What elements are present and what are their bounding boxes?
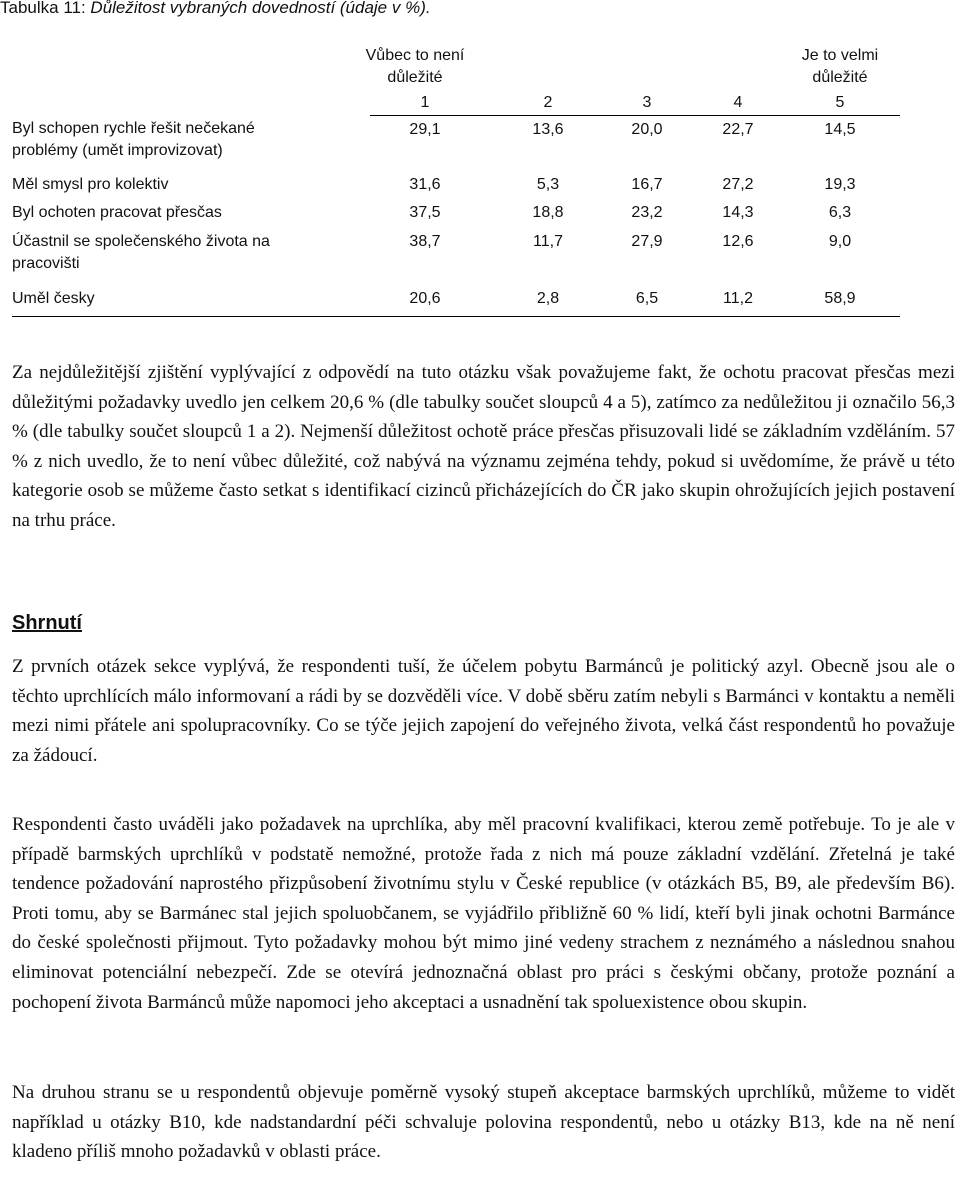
table-cell: 29,1 (409, 121, 441, 138)
row-label-line: pracovišti (12, 255, 80, 272)
table-cell: 27,9 (631, 233, 663, 250)
column-header-5: 5 (835, 94, 845, 111)
row-label (12, 202, 222, 224)
row-label-line: Byl ochoten pracovat přesčas (12, 204, 222, 221)
caption-prefix: Tabulka 11: (0, 0, 91, 17)
scale-high-label-line2: důležité (812, 69, 868, 86)
table-cell: 58,9 (824, 290, 856, 307)
row-label (12, 118, 255, 162)
table-cell: 18,8 (532, 204, 564, 221)
scale-low-label (345, 45, 485, 89)
scale-low-label-line1: Vůbec to není (365, 47, 465, 64)
table-cell: 20,0 (631, 121, 663, 138)
scale-low-label-line2: důležité (387, 69, 443, 86)
table-cell: 5,3 (536, 176, 560, 193)
scale-high-label-line1: Je to velmi (801, 47, 879, 64)
row-label-line: Měl smysl pro kolektiv (12, 176, 169, 193)
header-rule (370, 115, 900, 116)
table-cell: 23,2 (631, 204, 663, 221)
table-bottom-rule (12, 316, 900, 317)
row-label-line: Byl schopen rychle řešit nečekané (12, 120, 255, 137)
table-cell: 6,5 (635, 290, 659, 307)
table-cell: 11,7 (533, 233, 563, 250)
paragraph-findings: Za nejdůležitější zjištění vyplývající z odpovědí na tuto otázku však považujeme fakt, že ochotu pracovat přesčas mezi důležitými požadavky uvedlo jen celkem 20,6 % (dle tabulky součet sloupců 4 a 5), zatímco za nedůležitou ji označilo 56,3 % (dle tabulky součet sloupců 1 a 2). Nejmenší důležitost ochotě práce přesčas přisuzovali lidé se základním vzděláním. 57 % z nich uvedlo, že to není vůbec důležité, což nabývá na významu zejména tehdy, pokud si uvědomíme, že právě u této kategorie osob se můžeme často setkat s identifikací cizinců přicházejících do ČR jako skupin ohrožujících jejich postavení na trhu práce. (12, 362, 955, 531)
paragraph-summary-1: Z prvních otázek sekce vyplývá, že respondenti tuší, že účelem pobytu Barmánců je politický azyl. Obecně jsou ale o těchto uprchlících málo informovaní a rádi by se dozvěděli více. V době sběru zatím nebyli s Barmánci v kontaktu a neměli mezi nimi přátele ani spolupracovníky. Co se týče jejich zapojení do veřejného života, velká část respondentů ho považuje za žádoucí. (12, 656, 955, 766)
table-cell: 11,2 (723, 290, 753, 307)
table-cell: 12,6 (722, 233, 754, 250)
row-label (12, 174, 168, 196)
row-label (12, 231, 270, 275)
table-cell: 2,8 (536, 290, 560, 307)
table-cell: 20,6 (409, 290, 441, 307)
paragraph-summary-2: Respondenti často uváděli jako požadavek na uprchlíka, aby měl pracovní kvalifikaci, kterou země potřebuje. To je ale v případě barmských uprchlíků v podstatě nemožné, protože řada z nich má pouze základní vzdělání. Zřetelná je také tendence požadování naprostého přizpůsobení životnímu stylu v České republice (v otázkách B5, B9, ale především B6). Proti tomu, aby se Barmánec stal jejich spoluobčanem, se vyjádřilo přibližně 60 % lidí, kteří byli jinak ochotni Barmánce do české společnosti přijmout. Tyto požadavky mohou být mimo jiné vedeny strachem z neznámého a následnou snahou eliminovat potenciální nebezpečí. Zde se otevírá jednoznačná oblast pro práci s českými občany, protože poznání a pochopení života Barmánců může napomoci jeho akceptaci a usnadnění tak spoluexistence obou skupin. (12, 814, 955, 1013)
table-cell: 9,0 (828, 233, 852, 250)
row-label-line: Účastnil se společenského života na (12, 233, 270, 250)
table-cell: 16,7 (631, 176, 663, 193)
column-header-3: 3 (642, 94, 652, 111)
table-cell: 27,2 (722, 176, 754, 193)
table-cell: 13,6 (532, 121, 564, 138)
table-cell: 19,3 (824, 176, 856, 193)
table-cell: 37,5 (409, 204, 441, 221)
scale-high-label (770, 45, 910, 89)
table-cell: 38,7 (409, 233, 441, 250)
section-heading-summary: Shrnutí (12, 612, 82, 634)
row-label-line: Uměl česky (12, 290, 95, 307)
table-cell: 22,7 (722, 121, 754, 138)
table-cell: 6,3 (828, 204, 852, 221)
paragraph-summary-3: Na druhou stranu se u respondentů objevuje poměrně vysoký stupeň akceptace barmských uprchlíků, můžeme to vidět například u otázky B10, kde nadstandardní péči schvaluje polovina respondentů, nebo u otázky B13, kde na ně není kladeno příliš mnoho požadavků v oblasti práce. (12, 1082, 955, 1163)
table-cell: 31,6 (409, 176, 441, 193)
row-label-line: problémy (umět improvizovat) (12, 142, 223, 159)
table-cell: 14,3 (722, 204, 754, 221)
table-cell: 14,5 (824, 121, 856, 138)
row-label (12, 288, 95, 310)
caption-title: Důležitost vybraných dovedností (údaje v %). (90, 0, 431, 17)
column-header-1: 1 (420, 94, 430, 111)
importance-table (0, 0, 960, 330)
column-header-4: 4 (733, 94, 743, 111)
column-header-2: 2 (543, 94, 553, 111)
